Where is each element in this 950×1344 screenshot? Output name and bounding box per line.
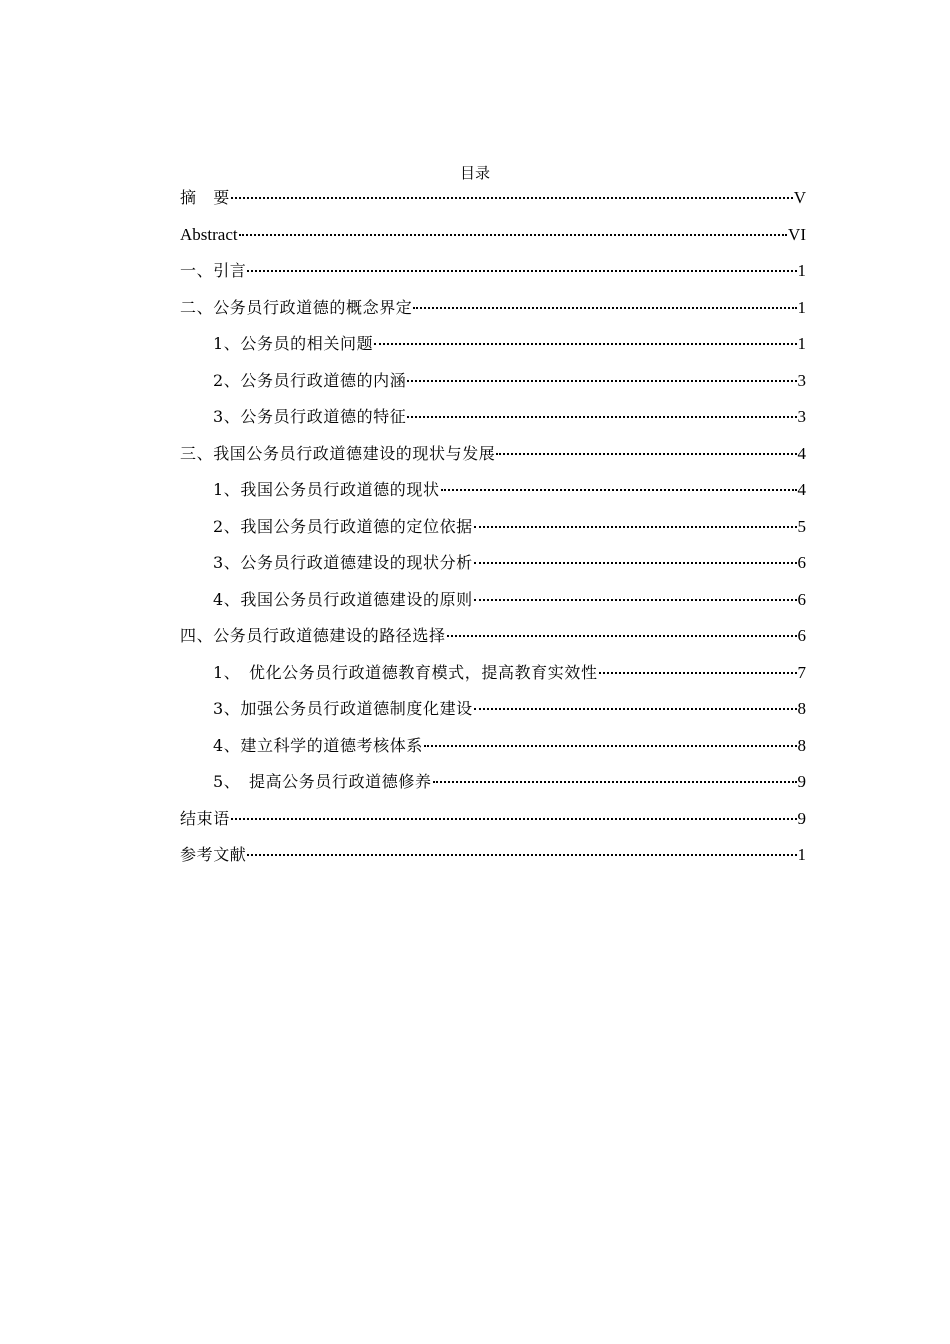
toc-entry-label: 二、公务员行政道德的概念界定	[180, 297, 413, 317]
dot-leader	[496, 453, 796, 455]
dot-leader	[474, 526, 797, 528]
toc-entry-label: 4、建立科学的道德考核体系	[213, 735, 423, 755]
toc-entry-page: 8	[797, 699, 806, 718]
toc-entry[interactable]	[180, 440, 806, 477]
toc-subentry[interactable]	[180, 367, 806, 404]
toc-entry-page: 4	[797, 443, 806, 463]
toc-entry-page: 1	[797, 261, 806, 280]
toc-entry-label: 一、引言	[180, 261, 247, 280]
toc-entry-label: 参考文献	[180, 845, 247, 864]
table-of-contents	[180, 184, 806, 878]
toc-entry[interactable]	[180, 294, 806, 331]
toc-entry-page: 1	[797, 297, 806, 317]
dot-leader	[231, 197, 793, 199]
toc-entry-label: 1、公务员的相关问题	[213, 334, 374, 353]
dot-leader	[441, 489, 797, 491]
toc-subentry[interactable]	[180, 513, 806, 550]
dot-leader	[231, 818, 797, 820]
toc-entry-label: 3、公务员行政道德的特征	[213, 407, 407, 426]
toc-entry-page: 8	[797, 735, 806, 755]
toc-subentry[interactable]	[180, 768, 806, 805]
toc-entry-label: 摘 要	[180, 188, 230, 207]
toc-entry-label: 三、我国公务员行政道德建设的现状与发展	[180, 443, 496, 463]
toc-entry[interactable]	[180, 221, 806, 258]
dot-leader	[424, 745, 797, 747]
toc-subentry[interactable]	[180, 732, 806, 769]
toc-entry[interactable]	[180, 257, 806, 294]
dot-leader	[247, 854, 796, 856]
toc-entry-page: 3	[797, 407, 806, 426]
toc-entry-page: 5	[797, 516, 806, 536]
dot-leader	[413, 307, 796, 309]
toc-title: 目录	[459, 164, 490, 182]
toc-subentry[interactable]	[180, 403, 806, 440]
toc-entry-label: 2、公务员行政道德的内涵	[213, 370, 407, 390]
toc-entry-page: 1	[797, 334, 806, 353]
toc-subentry[interactable]	[180, 586, 806, 623]
toc-entry-label: 2、我国公务员行政道德的定位依据	[213, 516, 473, 536]
toc-entry-page: 6	[797, 553, 806, 572]
toc-subentry[interactable]	[180, 549, 806, 586]
toc-subentry[interactable]	[180, 476, 806, 513]
toc-entry[interactable]	[180, 805, 806, 842]
dot-leader	[474, 562, 797, 564]
toc-entry-label: 5、 提高公务员行政道德修养	[213, 772, 432, 791]
toc-entry-label: 四、公务员行政道德建设的路径选择	[180, 626, 446, 645]
toc-entry-label: 4、我国公务员行政道德建设的原则	[213, 589, 473, 609]
toc-entry-label: 1、我国公务员行政道德的现状	[213, 480, 440, 499]
toc-entry-page: 1	[797, 845, 806, 864]
toc-entry-page: 9	[797, 808, 806, 828]
toc-entry-page: 3	[797, 370, 806, 390]
toc-entry[interactable]	[180, 841, 806, 878]
dot-leader	[447, 635, 797, 637]
toc-entry-page: 6	[797, 626, 806, 645]
dot-leader	[247, 270, 796, 272]
toc-entry-page: 4	[797, 480, 806, 499]
dot-leader	[433, 781, 797, 783]
toc-entry[interactable]	[180, 622, 806, 659]
dot-leader	[239, 234, 787, 236]
dot-leader	[407, 380, 796, 382]
toc-entry-label: 结束语	[180, 808, 230, 828]
toc-entry-label: 1、 优化公务员行政道德教育模式，提高教育实效性	[213, 662, 598, 682]
toc-entry-page: 9	[797, 772, 806, 791]
toc-subentry[interactable]	[180, 695, 806, 732]
dot-leader	[374, 343, 796, 345]
toc-entry-page: 6	[797, 589, 806, 609]
toc-entry-page: 7	[797, 662, 806, 682]
toc-subentry[interactable]	[180, 659, 806, 696]
toc-entry-label: 3、加强公务员行政道德制度化建设	[213, 699, 473, 718]
dot-leader	[474, 708, 797, 710]
toc-entry-page: V	[793, 188, 806, 207]
dot-leader	[474, 599, 797, 601]
dot-leader	[599, 672, 797, 674]
toc-subentry[interactable]	[180, 330, 806, 367]
toc-entry-label: Abstract	[180, 224, 238, 244]
toc-entry-label: 3、公务员行政道德建设的现状分析	[213, 553, 473, 572]
dot-leader	[407, 416, 796, 418]
toc-entry[interactable]	[180, 184, 806, 221]
toc-entry-page: VI	[788, 224, 806, 244]
